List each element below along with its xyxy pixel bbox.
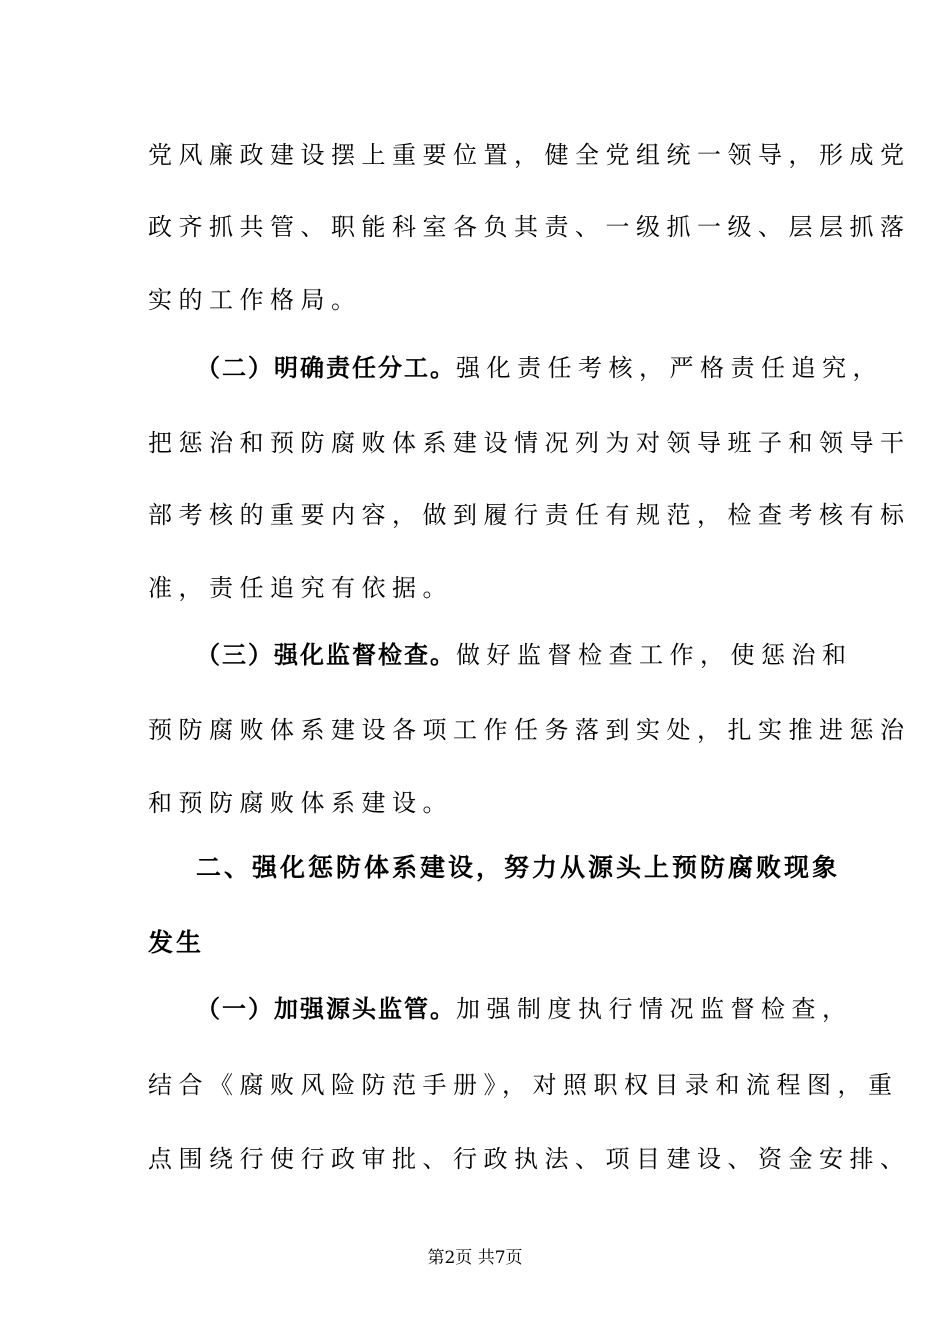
- paragraph-text: 加强制度执行情况监督检查，: [456, 995, 853, 1023]
- section-heading-inline: （一）加强源头监管。: [196, 995, 456, 1023]
- section-heading: 二、强化惩防体系建设，努力从源头上预防腐败现象: [196, 853, 841, 882]
- paragraph-line: [196, 353, 883, 383]
- paragraph-line: 实的工作格局。: [148, 286, 362, 314]
- paragraph-line: 党风廉政建设摆上重要位置，健全党组统一领导，形成党: [148, 141, 911, 169]
- paragraph-line: 准，责任追究有依据。: [148, 574, 453, 602]
- paragraph-line: [196, 640, 876, 670]
- paragraph-line: 结合《腐败风险防范手册》，对照职权目录和流程图，重: [148, 1071, 899, 1099]
- page-footer: 第2页 共7页: [427, 1248, 523, 1268]
- section-heading-inline: （二）明确责任分工。: [196, 354, 456, 382]
- paragraph-line: 和预防腐败体系建设。: [148, 789, 453, 817]
- section-heading-continued: 发生: [148, 928, 205, 957]
- paragraph-line: 政齐抓共管、职能科室各负其责、一级抓一级、层层抓落: [148, 213, 911, 241]
- section-heading-inline: （三）强化监督检查。: [196, 641, 456, 669]
- paragraph-line: [196, 994, 876, 1024]
- paragraph-line: 把惩治和预防腐败体系建设情况列为对领导班子和领导干: [148, 429, 911, 457]
- paragraph-line: 点围绕行使行政审批、行政执法、项目建设、资金安排、: [148, 1145, 911, 1173]
- paragraph-line: 部考核的重要内容，做到履行责任有规范，检查考核有标: [148, 501, 911, 529]
- paragraph-text: 做好监督检查工作，使惩治和: [456, 641, 853, 669]
- paragraph-text: 强化责任考核，严格责任追究，: [456, 354, 883, 382]
- paragraph-line: 预防腐败体系建设各项工作任务落到实处，扎实推进惩治: [148, 716, 911, 744]
